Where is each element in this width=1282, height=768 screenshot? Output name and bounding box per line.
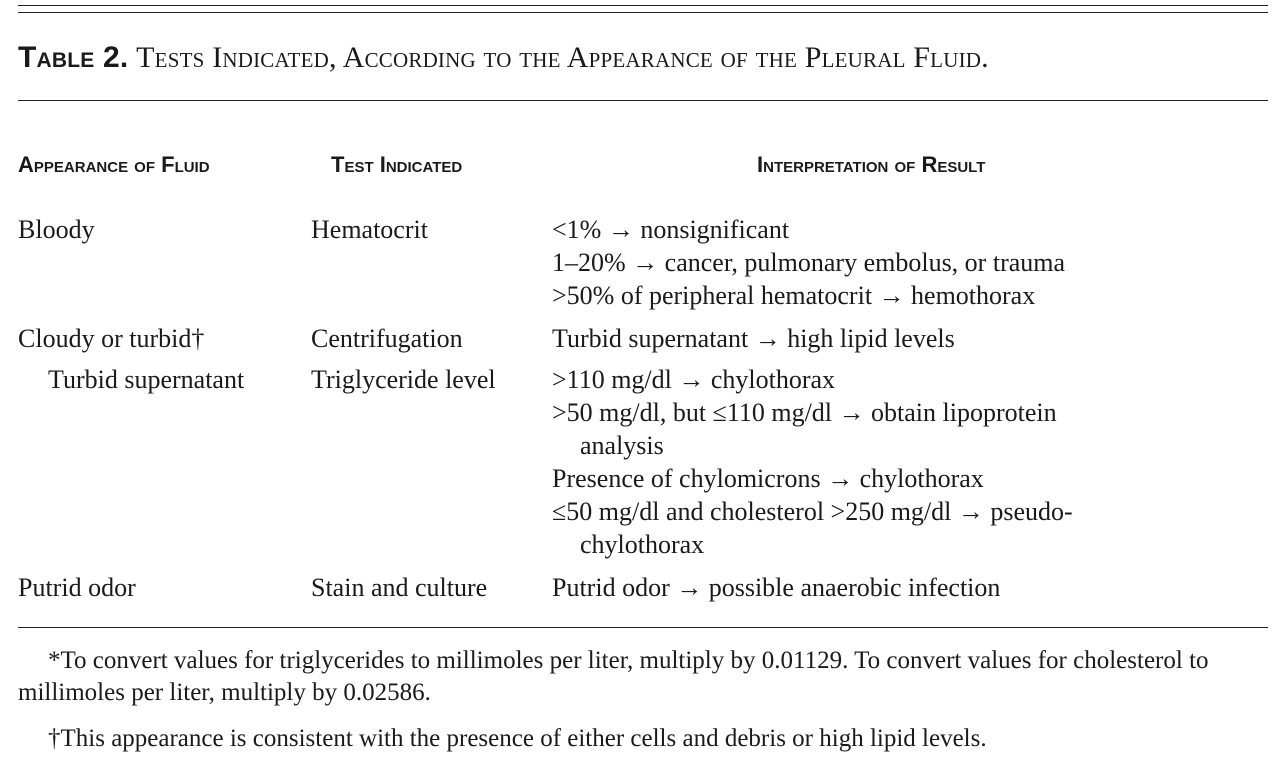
table-title-label: Table 2. xyxy=(18,41,129,74)
column-header-appearance: Appearance of Fluid xyxy=(18,152,210,177)
table-title xyxy=(18,38,1268,78)
row-bloody-appearance: Bloody xyxy=(18,215,95,244)
interpretation-line: 1–20% → cancer, pulmonary embolus, or trauma xyxy=(552,248,1066,277)
interpretation-line: Presence of chylomicrons → chylothorax xyxy=(552,464,984,493)
row-turbid-test: Triglyceride level xyxy=(311,365,496,394)
row-bloody-interpretation xyxy=(552,213,1065,312)
footnote-conversion: *To convert values for triglycerides to millimoles per liter, multiply by 0.01129. To convert values for cholesterol to millimoles per liter, multiply by 0.02586. xyxy=(18,647,1209,706)
column-header-interpretation: Interpretation of Result xyxy=(757,152,986,177)
row-cloudy-appearance: Cloudy or turbid† xyxy=(18,324,205,353)
table-bottom-rule xyxy=(18,627,1268,628)
interpretation-line: <1% → nonsignificant xyxy=(552,215,790,244)
row-turbid-appearance: Turbid supernatant xyxy=(48,365,245,394)
row-bloody-test: Hematocrit xyxy=(311,215,428,244)
row-cloudy-test: Centrifugation xyxy=(311,324,463,353)
row-cloudy-interpretation xyxy=(552,322,955,355)
table-title-text: Tests Indicated, According to the Appearance of the Pleural Fluid. xyxy=(136,41,989,74)
row-putrid-test: Stain and culture xyxy=(311,573,488,602)
top-double-rule xyxy=(18,5,1268,13)
interpretation-line: >110 mg/dl → chylothorax xyxy=(552,365,836,394)
interpretation-line: Turbid supernatant → high lipid levels xyxy=(552,324,955,353)
interpretation-line: chylothorax xyxy=(580,530,705,559)
interpretation-line: analysis xyxy=(580,431,664,460)
row-putrid-appearance: Putrid odor xyxy=(18,573,136,602)
column-header-test: Test Indicated xyxy=(331,152,463,177)
interpretation-line: >50 mg/dl, but ≤110 mg/dl → obtain lipoprotein xyxy=(552,398,1057,427)
row-turbid-interpretation xyxy=(552,363,1073,561)
footnote-appearance: †This appearance is consistent with the presence of either cells and debris or high lipid levels. xyxy=(48,725,987,752)
row-putrid-interpretation xyxy=(552,571,1000,604)
interpretation-line: Putrid odor → possible anaerobic infection xyxy=(552,573,1001,602)
interpretation-line: ≤50 mg/dl and cholesterol >250 mg/dl → pseudo- xyxy=(552,497,1073,526)
table-page xyxy=(18,0,1268,768)
title-rule xyxy=(18,100,1268,101)
interpretation-line: >50% of peripheral hematocrit → hemothorax xyxy=(552,281,1036,310)
